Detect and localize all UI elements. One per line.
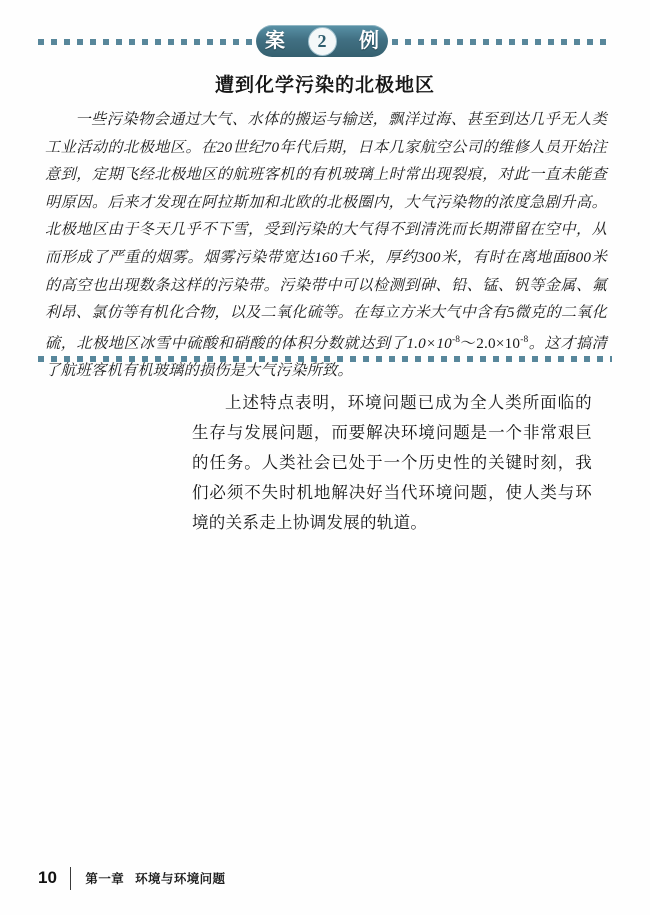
- case-badge-left-char: 案: [265, 30, 285, 52]
- case-badge: [256, 24, 388, 58]
- footer-chapter-label: [85, 869, 225, 887]
- dashed-rule-top-left: [38, 39, 260, 45]
- case-title: 遭到化学污染的北极地区: [214, 75, 435, 96]
- footer-chapter-number: 第一章: [85, 872, 125, 886]
- footer-chapter-title: 环境与环境问题: [135, 872, 226, 886]
- case-body-segment-2: ～2.0×10: [460, 334, 521, 352]
- case-body-exponent-1: -8: [451, 334, 461, 345]
- case-body-segment-3: 。这才搞清了航班客机有机玻璃的损伤是大气污染所致。: [45, 334, 608, 380]
- case-badge-pill: [256, 25, 388, 57]
- dashed-rule-middle: [38, 356, 612, 362]
- page-footer: [38, 865, 225, 891]
- case-body-exponent-2: -8: [520, 334, 529, 345]
- closing-paragraph: 上述特点表明，环境问题已成为全人类所面临的生存与发展问题，而要解决环境问题是一个非常艰巨的任务。人类社会已处于一个历史性的关键时刻，我们必须不失时机地解决好当代环境问题，使人类与环境的关系走上协调发展的轨道。: [192, 393, 592, 532]
- case-badge-number: 2: [317, 31, 327, 51]
- footer-divider: [70, 867, 72, 890]
- case-body-text: [45, 106, 607, 385]
- case-badge-number-circle: [308, 27, 337, 56]
- footer-page-number: 10: [38, 868, 57, 887]
- dashed-rule-top-right: [392, 39, 612, 45]
- case-body-segment-1: 一些污染物会通过大气、水体的搬运与输送，飘洋过海、甚至到达几乎无人类工业活动的北极地区。在20世纪70年代后期，日本几家航空公司的维修人员开始注意到，定期飞经北极地区的航班客机的有机玻璃上时常出现裂痕，对此一直未能查明原因。后来才发现在阿拉斯加和北欧的北极圈内，大气污染物的浓度急剧升高。北极地区由于冬天几乎不下雪，受到污染的大气得不到清洗而长期滞留在空中，从而形成了严重的烟雾。烟雾污染带宽达160千米，厚约300米，有时在离地面800米的高空也出现数条这样的污染带。污染带中可以检测到砷、铅、锰、钒等金属、氟利昂、氯仿等有机化合物，以及二氧化硫等。在每立方米大气中含有5微克的二氧化硫，北极地区冰雪中硫酸和硝酸的体积分数就达到了1.0×10: [45, 111, 607, 352]
- case-badge-right-char: 例: [359, 30, 379, 52]
